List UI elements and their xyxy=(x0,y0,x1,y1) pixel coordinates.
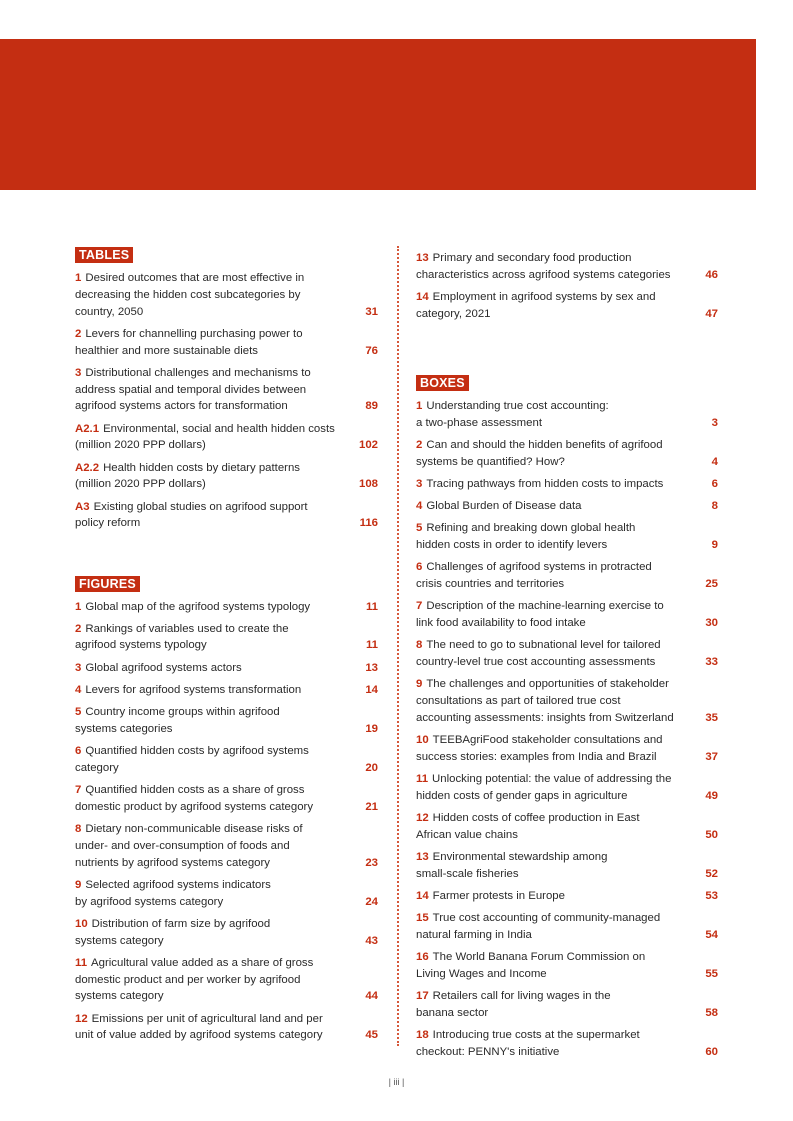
toc-entry-number: 7 xyxy=(416,600,423,613)
boxes-heading: BOXES xyxy=(416,375,469,391)
tables-heading: TABLES xyxy=(75,247,133,263)
toc-entry-title: Country income groups within agrifood systems categories xyxy=(75,706,280,735)
toc-entry-number: 18 xyxy=(416,1029,429,1042)
toc-entry-page: 55 xyxy=(705,967,718,980)
toc-entry-text xyxy=(416,476,712,493)
toc-entry-title: TEEBAgriFood stakeholder consultations and success stories: examples from India and Brazil xyxy=(416,734,663,763)
toc-entry-title: The World Banana Forum Commission on Living Wages and Income xyxy=(416,951,646,980)
toc-entry[interactable] xyxy=(416,676,718,726)
toc-entry-text xyxy=(75,621,366,655)
toc-entry-number: A2.1 xyxy=(75,422,100,435)
column-divider xyxy=(397,246,399,1046)
toc-entry-number: 8 xyxy=(416,639,423,652)
toc-entry-text xyxy=(75,460,359,494)
toc-entry-title: Hidden costs of coffee production in East African value chains xyxy=(416,812,640,841)
toc-entry[interactable] xyxy=(416,988,718,1022)
toc-entry-number: 2 xyxy=(416,438,423,451)
toc-entry-page: 102 xyxy=(358,439,378,452)
toc-entry[interactable] xyxy=(416,949,718,983)
toc-entry-number: 1 xyxy=(416,399,423,412)
toc-entry-text xyxy=(75,877,365,911)
toc-entry-title: Refining and breaking down global health hidden costs in order to identify levers xyxy=(416,522,636,552)
toc-entry[interactable] xyxy=(416,289,718,323)
toc-entry-title: Employment in agrifood systems by sex and category, 2021 xyxy=(416,290,656,320)
toc-entry-title: Levers for channelling purchasing power to healthier and more sustainable diets xyxy=(75,327,303,357)
toc-entry-page: 23 xyxy=(365,856,378,869)
toc-entry[interactable] xyxy=(416,476,718,493)
toc-entry[interactable] xyxy=(416,771,718,805)
toc-entry-text xyxy=(416,637,705,671)
toc-entry-number: 5 xyxy=(416,522,423,535)
toc-entry-text xyxy=(416,676,705,726)
toc-entry-title: Distribution of farm size by agrifood systems category xyxy=(75,917,271,947)
toc-entry[interactable] xyxy=(75,660,378,677)
figures-heading: FIGURES xyxy=(75,576,140,592)
toc-entry[interactable] xyxy=(75,621,378,655)
toc-entry[interactable] xyxy=(75,821,378,871)
toc-entry-text xyxy=(75,599,366,616)
toc-entry-title: Environmental, social and health hidden costs (million 2020 PPP dollars) xyxy=(75,422,335,452)
toc-entry-number: 12 xyxy=(416,812,429,824)
toc-entry-page: 52 xyxy=(705,867,718,880)
toc-entry-page: 11 xyxy=(365,639,378,652)
toc-entry-text xyxy=(75,682,365,699)
toc-entry-title: Global Burden of Disease data xyxy=(426,500,582,513)
toc-entry-text xyxy=(75,365,365,415)
toc-entry-page: 30 xyxy=(705,617,718,630)
toc-entry-text xyxy=(416,559,705,593)
right-column xyxy=(416,250,718,1066)
toc-entry-text xyxy=(416,771,705,805)
boxes-list xyxy=(416,398,718,1061)
toc-entry-page: 53 xyxy=(705,889,718,902)
toc-entry-text xyxy=(75,704,365,738)
toc-entry-title: Dietary non-communicable disease risks of under- and over-consumption of foods and nutrients by agrifood systems category xyxy=(75,823,303,869)
toc-entry-number: 14 xyxy=(416,889,429,902)
toc-entry-number: 5 xyxy=(75,706,82,719)
toc-entry-page: 9 xyxy=(711,539,718,552)
toc-entry-title: Global agrifood systems actors xyxy=(85,661,242,674)
toc-entry-text xyxy=(75,421,359,455)
toc-entry-page: 19 xyxy=(365,722,378,735)
toc-entry-text xyxy=(416,910,705,944)
toc-entry[interactable] xyxy=(416,637,718,671)
toc-entry-page: 54 xyxy=(705,928,718,941)
toc-entry-title: Emissions per unit of agricultural land and per unit of value added by agrifood systems category xyxy=(75,1012,323,1042)
toc-entry-title: Environmental stewardship among small-scale fisheries xyxy=(416,850,608,880)
toc-entry[interactable] xyxy=(75,421,378,455)
toc-entry[interactable] xyxy=(416,849,718,883)
toc-entry-text xyxy=(75,955,365,1005)
toc-entry[interactable] xyxy=(75,955,378,1005)
toc-entry-title: Primary and secondary food production characteristics across agrifood systems categories xyxy=(416,252,671,281)
toc-entry-number: 6 xyxy=(75,745,82,758)
toc-entry[interactable] xyxy=(416,250,718,284)
toc-entry[interactable] xyxy=(75,499,378,533)
header-banner xyxy=(0,39,756,190)
left-column xyxy=(75,246,378,1050)
toc-entry-number: 12 xyxy=(75,1012,88,1025)
toc-entry-text xyxy=(75,270,365,320)
toc-entry-text xyxy=(416,398,712,432)
toc-entry-page: 89 xyxy=(365,400,378,413)
toc-entry-page: 24 xyxy=(365,895,378,908)
toc-entry[interactable] xyxy=(75,365,378,415)
toc-entry-number: 15 xyxy=(416,912,429,925)
toc-entry-page: 6 xyxy=(711,477,718,490)
toc-entry-number: 3 xyxy=(75,366,82,379)
toc-entry[interactable] xyxy=(75,782,378,816)
toc-entry-number: 1 xyxy=(75,600,82,613)
toc-entry[interactable] xyxy=(75,704,378,738)
toc-entry-page: 8 xyxy=(711,500,718,513)
toc-entry-number: 11 xyxy=(416,773,429,786)
toc-entry-page: 20 xyxy=(365,761,378,774)
toc-entry[interactable] xyxy=(75,326,378,360)
toc-entry-text xyxy=(75,326,365,360)
toc-entry-page: 25 xyxy=(705,578,718,591)
tables-list xyxy=(75,270,378,532)
toc-entry-number: 11 xyxy=(75,956,88,969)
toc-entry-title: Introducing true costs at the supermarket checkout: PENNY's initiative xyxy=(416,1029,640,1058)
toc-entry-text xyxy=(416,732,705,766)
toc-entry-text xyxy=(416,988,705,1022)
toc-entry-page: 21 xyxy=(365,800,378,813)
toc-entry[interactable] xyxy=(75,270,378,320)
toc-entry-title: Can and should the hidden benefits of agrifood systems be quantified? How? xyxy=(416,438,663,468)
toc-entry-title: Global map of the agrifood systems typology xyxy=(85,600,311,613)
toc-entry-title: Selected agrifood systems indicators by agrifood systems category xyxy=(75,878,271,908)
toc-entry-text xyxy=(75,782,365,816)
toc-entry-page: 35 xyxy=(705,711,718,724)
toc-entry-page: 108 xyxy=(358,478,378,491)
toc-entry-text xyxy=(416,498,712,515)
toc-entry-text xyxy=(416,598,705,632)
toc-entry-page: 60 xyxy=(705,1045,718,1058)
toc-entry[interactable] xyxy=(416,910,718,944)
toc-entry-number: 1 xyxy=(75,272,82,284)
toc-entry[interactable] xyxy=(416,437,718,471)
toc-entry-title: The challenges and opportunities of stakeholder consultations as part of tailored true cost accounting assessments: insights from Switzerland xyxy=(416,678,674,724)
toc-entry-title: Levers for agrifood systems transformation xyxy=(85,683,302,696)
toc-entry-number: A2.2 xyxy=(75,461,100,474)
toc-entry[interactable] xyxy=(416,1027,718,1061)
toc-entry-page: 76 xyxy=(365,344,378,357)
toc-entry[interactable] xyxy=(75,877,378,911)
toc-entry-number: 17 xyxy=(416,990,429,1003)
toc-entry-number: 2 xyxy=(75,622,82,635)
toc-entry-number: 10 xyxy=(75,917,88,930)
toc-entry-text xyxy=(416,520,712,554)
toc-entry-number: 7 xyxy=(75,784,82,797)
toc-entry-number: 4 xyxy=(75,683,82,696)
toc-entry-page: 3 xyxy=(711,416,718,429)
toc-entry-text xyxy=(416,888,705,905)
toc-entry-page: 58 xyxy=(705,1006,718,1019)
toc-entry-text xyxy=(416,437,712,471)
toc-entry-title: Description of the machine-learning exercise to link food availability to food intake xyxy=(416,600,664,630)
figures-list-continued xyxy=(416,250,718,323)
toc-entry-number: 6 xyxy=(416,561,423,574)
toc-entry[interactable] xyxy=(416,598,718,632)
toc-entry[interactable] xyxy=(416,888,718,905)
toc-entry-title: The need to go to subnational level for tailored country-level true cost accounting assessments xyxy=(416,639,661,669)
toc-entry-page: 11 xyxy=(365,600,378,613)
toc-entry-page: 37 xyxy=(705,750,718,763)
toc-entry[interactable] xyxy=(416,810,718,844)
toc-entry-page: 44 xyxy=(365,990,378,1003)
toc-entry[interactable] xyxy=(75,743,378,777)
toc-entry[interactable] xyxy=(75,682,378,699)
toc-entry-title: Farmer protests in Europe xyxy=(432,889,565,902)
toc-entry-title: Retailers call for living wages in the banana sector xyxy=(416,990,611,1019)
toc-entry-number: 14 xyxy=(416,290,429,303)
toc-entry-number: 13 xyxy=(416,850,429,863)
figures-list xyxy=(75,599,378,1045)
toc-entry-number: 9 xyxy=(416,678,423,691)
toc-entry-number: 3 xyxy=(75,661,82,674)
toc-entry-page: 45 xyxy=(365,1029,378,1042)
toc-entry-title: Existing global studies on agrifood support policy reform xyxy=(75,500,308,530)
toc-entry[interactable] xyxy=(75,916,378,950)
toc-entry-text xyxy=(416,1027,705,1061)
toc-entry-page: 50 xyxy=(705,828,718,841)
toc-entry-page: 4 xyxy=(711,455,718,468)
toc-entry-text xyxy=(416,949,705,983)
toc-entry-title: Tracing pathways from hidden costs to impacts xyxy=(426,477,664,490)
toc-entry-text xyxy=(75,916,365,950)
toc-entry-text xyxy=(416,810,705,844)
toc-entry-title: Challenges of agrifood systems in protracted crisis countries and territories xyxy=(416,561,652,591)
toc-entry[interactable] xyxy=(75,1011,378,1045)
toc-entry-number: 8 xyxy=(75,823,82,835)
toc-entry[interactable] xyxy=(75,460,378,494)
toc-entry-title: Unlocking potential: the value of addressing the hidden costs of gender gaps in agriculture xyxy=(416,773,672,802)
toc-entry-page: 43 xyxy=(365,934,378,947)
toc-entry-title: True cost accounting of community-managed natural farming in India xyxy=(416,912,661,941)
toc-entry-number: 10 xyxy=(416,734,429,747)
toc-entry-text xyxy=(75,499,360,533)
toc-entry-text xyxy=(416,849,705,883)
toc-entry[interactable] xyxy=(416,559,718,593)
toc-entry-page: 13 xyxy=(365,661,378,674)
toc-entry-number: 9 xyxy=(75,878,82,891)
toc-entry-number: 4 xyxy=(416,500,423,513)
toc-entry-page: 47 xyxy=(705,307,718,320)
toc-entry[interactable] xyxy=(416,520,718,554)
toc-entry-text xyxy=(416,289,705,323)
toc-entry-number: 2 xyxy=(75,327,82,340)
toc-entry-title: Agricultural value added as a share of gross domestic product and per worker by agrifood systems category xyxy=(75,956,314,1003)
toc-entry-title: Health hidden costs by dietary patterns (million 2020 PPP dollars) xyxy=(75,461,300,491)
toc-entry-title: Distributional challenges and mechanisms to address spatial and temporal divides between agrifood systems actors for transformation xyxy=(75,366,311,413)
toc-entry-page: 46 xyxy=(705,268,718,281)
toc-entry-text xyxy=(416,250,705,284)
toc-entry-page: 49 xyxy=(705,789,718,802)
toc-entry-number: 16 xyxy=(416,951,429,964)
toc-entry-page: 33 xyxy=(705,656,718,669)
toc-entry-text xyxy=(75,821,365,871)
toc-entry-text xyxy=(75,660,365,677)
toc-entry-number: 13 xyxy=(416,252,429,264)
toc-entry[interactable] xyxy=(75,599,378,616)
page-number: | iii | xyxy=(388,1077,405,1087)
toc-entry-text xyxy=(75,1011,365,1045)
toc-entry-number: A3 xyxy=(75,500,90,513)
toc-entry-title: Quantified hidden costs as a share of gross domestic product by agrifood systems category xyxy=(75,784,314,813)
toc-entry-title: Desired outcomes that are most effective in decreasing the hidden cost subcategories by country, 2050 xyxy=(75,272,305,318)
toc-entry[interactable] xyxy=(416,732,718,766)
toc-entry-number: 3 xyxy=(416,477,423,490)
toc-entry[interactable] xyxy=(416,398,718,432)
toc-entry-page: 116 xyxy=(359,517,378,530)
toc-entry-text xyxy=(75,743,365,777)
toc-entry-page: 14 xyxy=(365,683,378,696)
toc-entry[interactable] xyxy=(416,498,718,515)
toc-entry-title: Rankings of variables used to create the agrifood systems typology xyxy=(75,622,289,652)
toc-entry-title: Understanding true cost accounting: a two-phase assessment xyxy=(416,399,609,429)
toc-entry-title: Quantified hidden costs by agrifood systems category xyxy=(75,745,309,774)
toc-entry-page: 31 xyxy=(365,305,378,318)
